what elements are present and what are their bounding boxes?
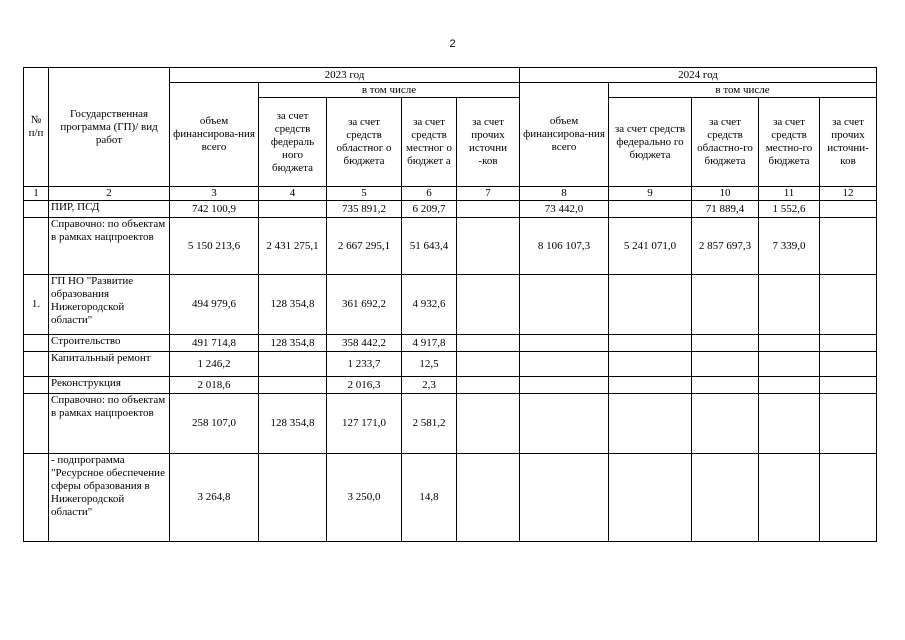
column-index-cell: 2: [49, 187, 170, 201]
page-number: 2: [449, 38, 456, 50]
row-name: Справочно: по объектам в рамках нацпроектов: [49, 394, 170, 454]
value-cell: 361 692,2: [327, 275, 402, 335]
value-cell: 735 891,2: [327, 201, 402, 218]
value-cell: 258 107,0: [170, 394, 259, 454]
row-number: [24, 335, 49, 352]
row-name: ПИР, ПСД: [49, 201, 170, 218]
value-cell: [457, 352, 520, 377]
budget-table: [23, 67, 877, 542]
value-cell: [609, 454, 692, 542]
header-other-2023: за счет прочих источни -ков: [457, 98, 520, 187]
header-regional-2024: за счет средств областно-го бюджета: [692, 98, 759, 187]
header-federal-2023: за счет средств федераль ного бюджета: [259, 98, 327, 187]
header-year-2023: 2023 год: [170, 68, 520, 83]
header-row-years: [24, 68, 877, 83]
table-row: [24, 201, 877, 218]
value-cell: 1 233,7: [327, 352, 402, 377]
column-index-cell: 6: [402, 187, 457, 201]
row-name: Справочно: по объектам в рамках нацпроектов: [49, 218, 170, 275]
value-cell: [820, 454, 877, 542]
value-cell: 8 106 107,3: [520, 218, 609, 275]
value-cell: [609, 201, 692, 218]
value-cell: [692, 335, 759, 352]
value-cell: 358 442,2: [327, 335, 402, 352]
value-cell: [820, 201, 877, 218]
column-index-cell: 11: [759, 187, 820, 201]
value-cell: 5 241 071,0: [609, 218, 692, 275]
value-cell: [692, 352, 759, 377]
value-cell: [259, 201, 327, 218]
row-name: - подпрограмма "Ресурсное обеспечение сферы образования в Нижегородской области": [49, 454, 170, 542]
value-cell: [457, 377, 520, 394]
column-index-row: [24, 187, 877, 201]
table-row: [24, 352, 877, 377]
value-cell: [457, 275, 520, 335]
header-total-2024: объем финансирова-ния всего: [520, 83, 609, 187]
value-cell: [759, 454, 820, 542]
value-cell: [759, 352, 820, 377]
value-cell: 128 354,8: [259, 335, 327, 352]
row-number: [24, 377, 49, 394]
header-including-2024: в том числе: [609, 83, 877, 98]
header-num: № п/п: [24, 68, 49, 187]
value-cell: [259, 352, 327, 377]
value-cell: 2 581,2: [402, 394, 457, 454]
row-name: Капитальный ремонт: [49, 352, 170, 377]
value-cell: 2,3: [402, 377, 457, 394]
value-cell: [820, 352, 877, 377]
value-cell: 128 354,8: [259, 275, 327, 335]
value-cell: 3 250,0: [327, 454, 402, 542]
header-year-2024: 2024 год: [520, 68, 877, 83]
value-cell: [609, 377, 692, 394]
header-program: Государственная программа (ГП)/ вид работ: [49, 68, 170, 187]
value-cell: 5 150 213,6: [170, 218, 259, 275]
column-index-cell: 8: [520, 187, 609, 201]
value-cell: [259, 377, 327, 394]
table-row: [24, 377, 877, 394]
header-including-2023: в том числе: [259, 83, 520, 98]
value-cell: [609, 394, 692, 454]
value-cell: [457, 335, 520, 352]
row-number: [24, 454, 49, 542]
value-cell: [759, 394, 820, 454]
row-number: [24, 201, 49, 218]
value-cell: 3 264,8: [170, 454, 259, 542]
value-cell: 2 431 275,1: [259, 218, 327, 275]
column-index-cell: 12: [820, 187, 877, 201]
table-row: [24, 335, 877, 352]
value-cell: [457, 218, 520, 275]
value-cell: 4 932,6: [402, 275, 457, 335]
row-name: Строительство: [49, 335, 170, 352]
column-index-cell: 9: [609, 187, 692, 201]
value-cell: 1 246,2: [170, 352, 259, 377]
value-cell: 1 552,6: [759, 201, 820, 218]
value-cell: 2 857 697,3: [692, 218, 759, 275]
value-cell: [520, 454, 609, 542]
value-cell: [520, 335, 609, 352]
row-number: [24, 218, 49, 275]
value-cell: [609, 275, 692, 335]
value-cell: [457, 201, 520, 218]
value-cell: 494 979,6: [170, 275, 259, 335]
value-cell: [692, 275, 759, 335]
value-cell: 127 171,0: [327, 394, 402, 454]
row-number: 1.: [24, 275, 49, 335]
value-cell: [820, 377, 877, 394]
value-cell: [820, 394, 877, 454]
table-row: [24, 454, 877, 542]
value-cell: [520, 275, 609, 335]
value-cell: [759, 275, 820, 335]
header-local-2024: за счет средств местно-го бюджета: [759, 98, 820, 187]
value-cell: 742 100,9: [170, 201, 259, 218]
value-cell: [692, 377, 759, 394]
value-cell: 491 714,8: [170, 335, 259, 352]
value-cell: 128 354,8: [259, 394, 327, 454]
value-cell: 7 339,0: [759, 218, 820, 275]
value-cell: [692, 454, 759, 542]
column-index-cell: 10: [692, 187, 759, 201]
row-number: [24, 394, 49, 454]
row-name: ГП НО "Развитие образования Нижегородской области": [49, 275, 170, 335]
value-cell: 73 442,0: [520, 201, 609, 218]
value-cell: [457, 454, 520, 542]
row-name: Реконструкция: [49, 377, 170, 394]
value-cell: [520, 352, 609, 377]
header-regional-2023: за счет средств областног о бюджета: [327, 98, 402, 187]
value-cell: [820, 218, 877, 275]
value-cell: [820, 335, 877, 352]
value-cell: [692, 394, 759, 454]
value-cell: 12,5: [402, 352, 457, 377]
value-cell: [759, 335, 820, 352]
value-cell: 4 917,8: [402, 335, 457, 352]
value-cell: [759, 377, 820, 394]
value-cell: [820, 275, 877, 335]
value-cell: [457, 394, 520, 454]
row-number: [24, 352, 49, 377]
column-index-cell: 3: [170, 187, 259, 201]
value-cell: 14,8: [402, 454, 457, 542]
column-index-cell: 1: [24, 187, 49, 201]
value-cell: 2 016,3: [327, 377, 402, 394]
value-cell: [609, 352, 692, 377]
value-cell: [520, 394, 609, 454]
value-cell: 6 209,7: [402, 201, 457, 218]
value-cell: [609, 335, 692, 352]
header-local-2023: за счет средств местног о бюджет а: [402, 98, 457, 187]
value-cell: 71 889,4: [692, 201, 759, 218]
header-total-2023: объем финансирова-ния всего: [170, 83, 259, 187]
table-row: [24, 218, 877, 275]
value-cell: 2 667 295,1: [327, 218, 402, 275]
value-cell: [520, 377, 609, 394]
header-federal-2024: за счет средств федерально го бюджета: [609, 98, 692, 187]
table-row: [24, 394, 877, 454]
value-cell: 2 018,6: [170, 377, 259, 394]
column-index-cell: 7: [457, 187, 520, 201]
table-row: [24, 275, 877, 335]
column-index-cell: 5: [327, 187, 402, 201]
value-cell: [259, 454, 327, 542]
header-other-2024: за счет прочих источни-ков: [820, 98, 877, 187]
column-index-cell: 4: [259, 187, 327, 201]
value-cell: 51 643,4: [402, 218, 457, 275]
